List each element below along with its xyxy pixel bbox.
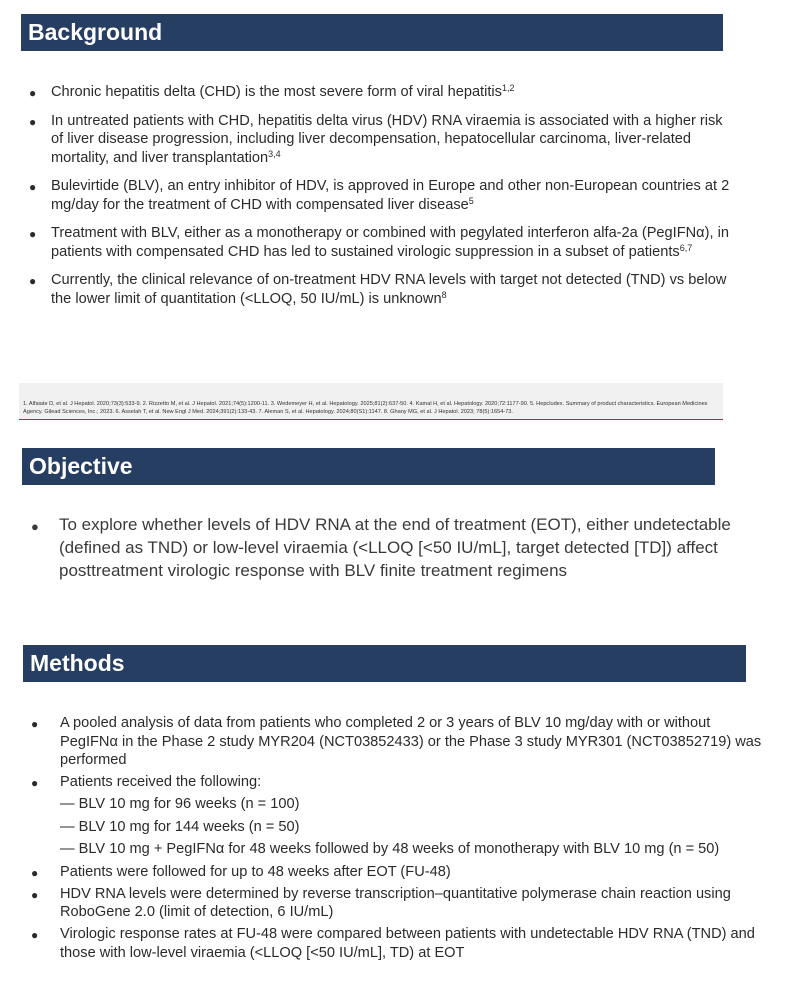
list-item: ● Chronic hepatitis delta (CHD) is the most severe form of viral hepatitis$^{1,2}$ <box>51 83 731 102</box>
list-item: ● Currently, the clinical relevance of on-treatment HDV RNA levels with target not detected (TND) vs below the lower limit of quantitation (<LLOQ, 50 IU/mL) is unknown$^8$ <box>51 271 731 308</box>
objective-header <box>22 448 715 485</box>
list-item: ● Virologic response rates at FU-48 were compared between patients with undetectable HDV RNA (TND) and those with low-level viraemia (<LLOQ [<50 IU/mL], TD) at EOT <box>60 925 770 962</box>
methods-header <box>23 645 746 682</box>
objective-list <box>59 513 749 582</box>
background-header <box>21 14 723 51</box>
methods-list <box>60 714 770 966</box>
methods-title: Methods <box>30 650 125 676</box>
list-item: ● Patients were followed for up to 48 weeks after EOT (FU-48) <box>60 863 770 882</box>
sub-list-item: — BLV 10 mg + PegIFNα for 48 weeks followed by 48 weeks of monotherapy with BLV 10 mg (n = 50) <box>60 841 720 857</box>
references: 1. Alfaiate D, et al. J Hepatol. 2020;73(3):533-9. 2. Rizzetto M, et al. J Hepatol. 2021;74(5):1200-11. 3. Wedemeyer H, et al. Hepatology. 2025;81(2):637-50. 4. Kamal H, et al. Hepatology. 2020;72:1177-90. 5. Hepcludex. Summary of product characteristics. European Medicines Agency. Gilead Sciences, Inc.; 2023. 6. Asselah T, et al. New Engl J Med. 2024;391(2):133-43. 7. Aleman S, et al. Hepatology. 2024;80(S1):1147. 8. Ghany MG, et al. J Hepatol. 2023; 78(5):1654-73. <box>19 383 723 420</box>
list-item: ● To explore whether levels of HDV RNA at the end of treatment (EOT), either undetectable (defined as TND) or low-level viraemia (<LLOQ [<50 IU/mL], target detected [TD]) affect posttreatment virologic response with BLV finite treatment regimens <box>59 513 749 582</box>
list-item: ● Patients received the following: <box>60 773 770 792</box>
list-item: ● In untreated patients with CHD, hepatitis delta virus (HDV) RNA viraemia is associated with a higher risk of liver disease progression, including liver decompensation, hepatocellular carcinoma, liver-related mortality, and liver transplantation$^{3,4}$ <box>51 112 731 168</box>
list-item: ● A pooled analysis of data from patients who completed 2 or 3 years of BLV 10 mg/day with or without PegIFNα in the Phase 2 study MYR204 (NCT03852433) or the Phase 3 study MYR301 (NCT03852719) was performed <box>60 714 770 770</box>
list-item: ● HDV RNA levels were determined by reverse transcription–quantitative polymerase chain reaction using RoboGene 2.0 (limit of detection, 6 IU/mL) <box>60 885 770 922</box>
list-item: ● Treatment with BLV, either as a monotherapy or combined with pegylated interferon alfa-2a (PegIFNα), in patients with compensated CHD has led to sustained virologic suppression in a subset of patients$^{6,7}$ <box>51 224 731 261</box>
sub-list-item: — BLV 10 mg for 96 weeks (n = 100) <box>60 796 300 812</box>
objective-title: Objective <box>29 453 133 479</box>
background-title: Background <box>28 19 163 45</box>
list-item: ● Bulevirtide (BLV), an entry inhibitor of HDV, is approved in Europe and other non-European countries at 2 mg/day for the treatment of CHD with compensated liver disease$^5$ <box>51 177 731 214</box>
background-list <box>51 83 731 318</box>
sub-list-item: — BLV 10 mg for 144 weeks (n = 50) <box>60 818 300 835</box>
